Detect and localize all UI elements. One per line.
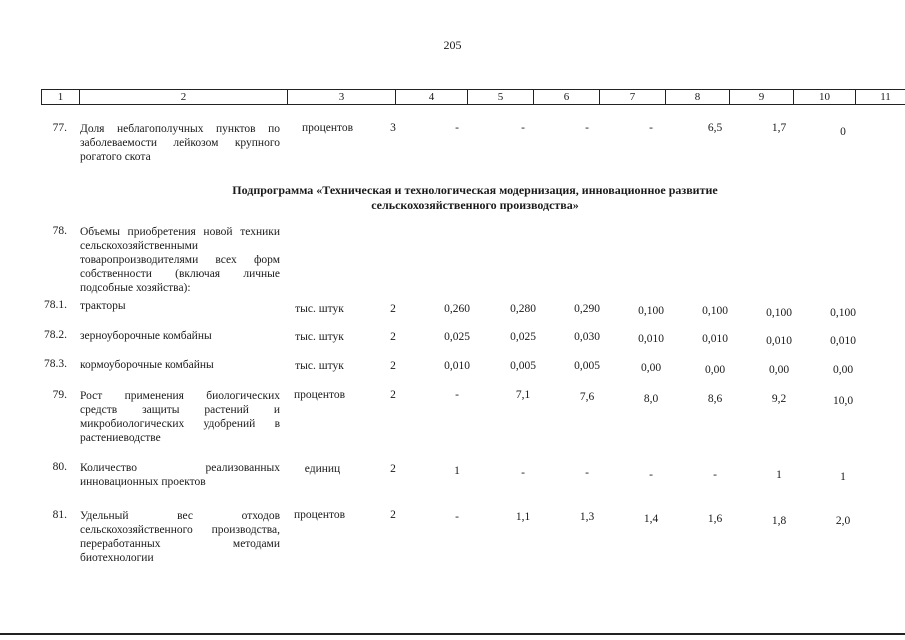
value-col9: 0,100	[702, 305, 728, 317]
value-col9: 0,010	[702, 333, 728, 345]
row-number: 78.3.	[44, 358, 67, 370]
indicator-name: тракторы	[80, 300, 126, 312]
col-header-8: 8	[666, 90, 730, 105]
unit: процентов	[293, 509, 346, 521]
col-header-1: 1	[42, 90, 80, 105]
indicator-name: зерноуборочные комбайны	[80, 330, 212, 342]
value-col8: 0,010	[638, 333, 664, 345]
unit: тыс. штук	[295, 360, 344, 372]
value-col4: 2	[390, 463, 396, 475]
value-col7: 0,290	[574, 303, 600, 315]
value-col7: -	[585, 122, 589, 134]
row-number: 78.2.	[44, 329, 67, 341]
value-col8: 0,100	[638, 305, 664, 317]
value-col10: 1	[776, 469, 782, 481]
value-col9: 8,6	[707, 393, 723, 405]
value-col8: -	[649, 122, 653, 134]
value-col8: 8,0	[643, 393, 659, 405]
value-col11: 0,00	[832, 364, 854, 376]
value-col11: 2,0	[835, 515, 851, 527]
subprogram-title-line1: Подпрограмма «Техническая и технологическая модернизация, инновационное развитие	[232, 183, 718, 197]
indicator-name: Объемы приобретения новой техники сельскохозяйственными товаропроизводителями всех форм собственности (включая личные подсобные хозяйства):	[80, 226, 280, 294]
value-col6: 1,1	[515, 511, 531, 523]
col-header-10: 10	[794, 90, 856, 105]
subprogram-title-line2: сельскохозяйственного производства»	[371, 198, 579, 212]
value-col4: 2	[390, 331, 396, 343]
value-col11: 0,100	[830, 307, 856, 319]
value-col11: 0	[840, 126, 846, 138]
unit: единиц	[304, 463, 341, 475]
row-number: 77.	[52, 122, 67, 134]
value-col5: -	[455, 122, 459, 134]
value-col4: 2	[390, 360, 396, 372]
row-number: 79.	[52, 389, 67, 401]
value-col6: -	[521, 122, 525, 134]
value-col7: 0,030	[574, 331, 600, 343]
value-col5: -	[455, 389, 459, 401]
subprogram-title	[150, 183, 800, 213]
page-number: 205	[443, 38, 462, 52]
value-col10: 0,010	[766, 335, 792, 347]
col-header-2: 2	[80, 90, 288, 105]
unit: процентов	[293, 389, 346, 401]
value-col10: 9,2	[771, 393, 787, 405]
row-number: 78.1.	[44, 299, 67, 311]
value-col7: -	[585, 467, 589, 479]
value-col9: 0,00	[704, 364, 726, 376]
value-col5: 0,010	[444, 360, 470, 372]
row-number: 78.	[52, 225, 67, 237]
value-col6: 0,005	[510, 360, 536, 372]
unit: тыс. штук	[295, 303, 344, 315]
value-col5: 0,260	[444, 303, 470, 315]
value-col6: -	[521, 467, 525, 479]
value-col11: 1	[840, 471, 846, 483]
value-col6: 0,025	[510, 331, 536, 343]
indicator-name: кормоуборочные комбайны	[80, 359, 214, 371]
value-col4: 2	[390, 509, 396, 521]
column-number-header	[41, 89, 905, 105]
unit: тыс. штук	[295, 331, 344, 343]
col-header-9: 9	[730, 90, 794, 105]
value-col5: 0,025	[444, 331, 470, 343]
value-col11: 10,0	[832, 395, 854, 407]
value-col7: 1,3	[579, 511, 595, 523]
value-col11: 0,010	[830, 335, 856, 347]
indicator-name: Рост применения биологических средств защиты растений и микробиологических удобрений в растениеводстве	[80, 390, 280, 444]
indicator-name: Удельный вес отходов сельскохозяйственного производства, переработанных методами биотехнологии	[80, 510, 280, 564]
value-col6: 7,1	[515, 389, 531, 401]
value-col8: 0,00	[640, 362, 662, 374]
value-col4: 2	[390, 303, 396, 315]
value-col9: 1,6	[707, 513, 723, 525]
col-header-11: 11	[856, 90, 905, 105]
value-col7: 7,6	[579, 391, 595, 403]
value-col5: -	[455, 511, 459, 523]
value-col6: 0,280	[510, 303, 536, 315]
value-col8: -	[649, 469, 653, 481]
value-col8: 1,4	[643, 513, 659, 525]
value-col10: 0,00	[768, 364, 790, 376]
row-number: 81.	[52, 509, 67, 521]
col-header-5: 5	[468, 90, 534, 105]
col-header-4: 4	[396, 90, 468, 105]
value-col10: 0,100	[766, 307, 792, 319]
col-header-3: 3	[288, 90, 396, 105]
value-col5: 1	[454, 465, 460, 477]
value-col4: 2	[390, 389, 396, 401]
value-col9: -	[713, 469, 717, 481]
value-col10: 1,8	[771, 515, 787, 527]
value-col10: 1,7	[771, 122, 787, 134]
row-number: 80.	[52, 461, 67, 473]
value-col7: 0,005	[574, 360, 600, 372]
col-header-7: 7	[600, 90, 666, 105]
value-col4: 3	[390, 122, 396, 134]
col-header-6: 6	[534, 90, 600, 105]
indicator-name: Количество реализованных инновационных проектов	[80, 462, 280, 488]
value-col9: 6,5	[707, 122, 723, 134]
unit: процентов	[301, 122, 354, 134]
bottom-divider	[0, 633, 905, 635]
indicator-name: Доля неблагополучных пунктов по заболеваемости лейкозом крупного рогатого скота	[80, 123, 280, 163]
